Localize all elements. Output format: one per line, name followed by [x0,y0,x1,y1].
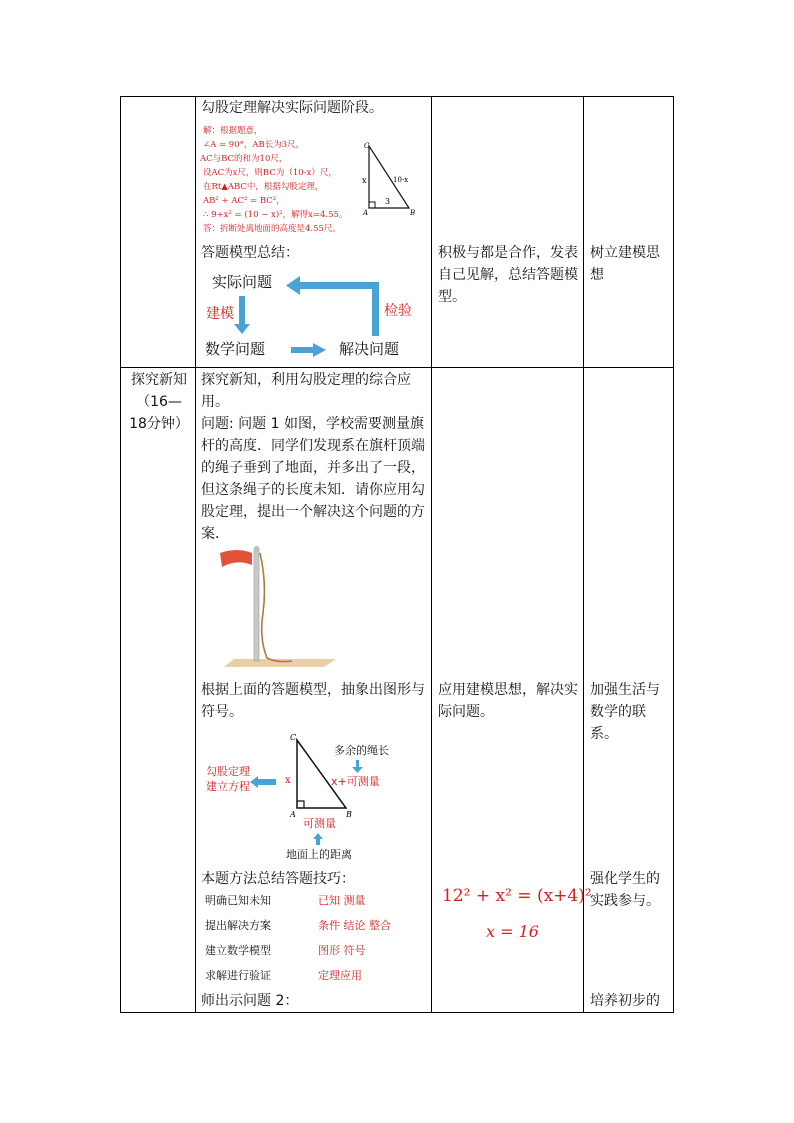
row2-design-intent-3: 培养初步的 [590,993,660,1009]
side-x-label-2: x [285,775,291,786]
base-label-2: 可测量 [303,817,336,830]
math-problem-label: 数学问题 [205,340,266,358]
solution-line: AB² + AC² = BC²， [203,196,285,206]
method-step: 提出解决方案 [205,919,271,932]
right-triangle-figure-2 [200,728,430,863]
method-keys: 定理应用 [318,969,362,982]
model-summary-label: 答题模型总结： [201,245,299,261]
ground-arrow [313,833,323,845]
method-keys: 条件 结论 整合 [318,919,391,932]
table-col-divider-1 [195,96,196,1013]
model-cycle-diagram [198,266,430,366]
method-step: 明确已知未知 [205,894,271,907]
theorem-label-1: 勾股定理 [206,765,250,778]
table-border-bottom [120,1012,674,1013]
method-summary-label: 本题方法总结答题技巧： [201,871,355,887]
method-keys: 图形 符号 [318,944,366,957]
solution-line: 在Rt▲ABC中，根据勾股定理， [203,182,324,192]
equation-1: 12² + x² = (x+4)² [442,886,592,906]
theorem-arrow [250,776,276,788]
teacher-problem-2: 师出示问题 2： [201,993,299,1009]
abstract-text: 根据上面的答题模型，抽象出图形与符号。 [201,682,425,720]
vertex-a-label-2: A [290,810,296,819]
solution-line: 解：根据题意， [203,126,263,136]
solution-line: ∴ 9+x² = (10 − x)²，解得x=4.55。 [203,210,348,220]
extra-rope-arrow [352,760,363,773]
base-label: 3 [385,197,391,206]
table-row-divider [120,367,674,368]
theorem-label-2: 建立方程 [206,780,250,793]
solve-arrow [291,343,326,357]
method-step: 求解进行验证 [205,969,271,982]
vertex-b-label-2: B [346,810,352,819]
extra-rope-label: 多余的绳长 [334,744,389,757]
verify-label: 检验 [384,303,412,319]
table-border-right [673,96,674,1013]
row1-design-intent: 树立建模思想 [590,245,660,283]
row2-content-intro: 探究新知，利用勾股定理的综合应用。 [201,372,411,410]
hypotenuse-label: 10-x [393,176,409,184]
vertex-a-label: A [363,209,369,217]
solution-line: 设AC为x尺，则BC为（10-x）尺， [203,168,337,178]
row1-student-activity: 积极与都是合作，发表自己见解，总结答题模型。 [438,245,578,305]
modeling-arrow [234,296,250,334]
row2-student-activity: 应用建模思想，解决实际问题。 [438,682,578,720]
equation-2: x = 16 [486,922,539,941]
vertex-c-label-2: C [290,733,297,742]
row2-design-intent: 加强生活与数学的联系。 [590,682,660,742]
vertex-b-label: B [410,209,416,217]
table-col-divider-3 [583,96,584,1013]
stage-name: 探究新知 [131,372,187,388]
flagpole-illustration [212,543,342,668]
table-col-divider-2 [431,96,432,1013]
stage-duration: （16—18分钟） [129,394,189,432]
ground-distance-label: 地面上的距离 [286,848,352,861]
solve-problem-label: 解决问题 [339,340,400,358]
solution-line: ∠A = 90°，AB长为3尺， [203,140,305,150]
right-triangle-figure-1 [355,138,425,218]
method-step: 建立数学模型 [205,944,271,957]
method-keys: 已知 测量 [318,894,366,907]
table-border-left [120,96,121,1013]
solution-line: AC与BC的和为10尺， [200,154,288,164]
problem-1-text: 问题: 问题 1 如图，学校需要测量旗杆的高度．同学们发现系在旗杆顶端的绳子垂到了地面，并多出了一段，但这条绳子的长度未知．请你应用勾股定理，提出一个解决这个问题的方案． [201,416,425,542]
modeling-label: 建模 [206,306,234,322]
real-problem-label: 实际问题 [212,273,273,291]
hypotenuse-label-2: x+可测量 [331,775,380,788]
solution-line: 答：折断处离地面的高度是4.55尺。 [203,224,341,234]
row2-design-intent-2: 强化学生的实践参与。 [590,871,660,909]
row1-content-intro: 勾股定理解决实际问题阶段。 [201,100,383,116]
verify-arrow [286,276,379,336]
side-x-label: x [362,176,367,185]
vertex-c-label: C [364,142,370,150]
